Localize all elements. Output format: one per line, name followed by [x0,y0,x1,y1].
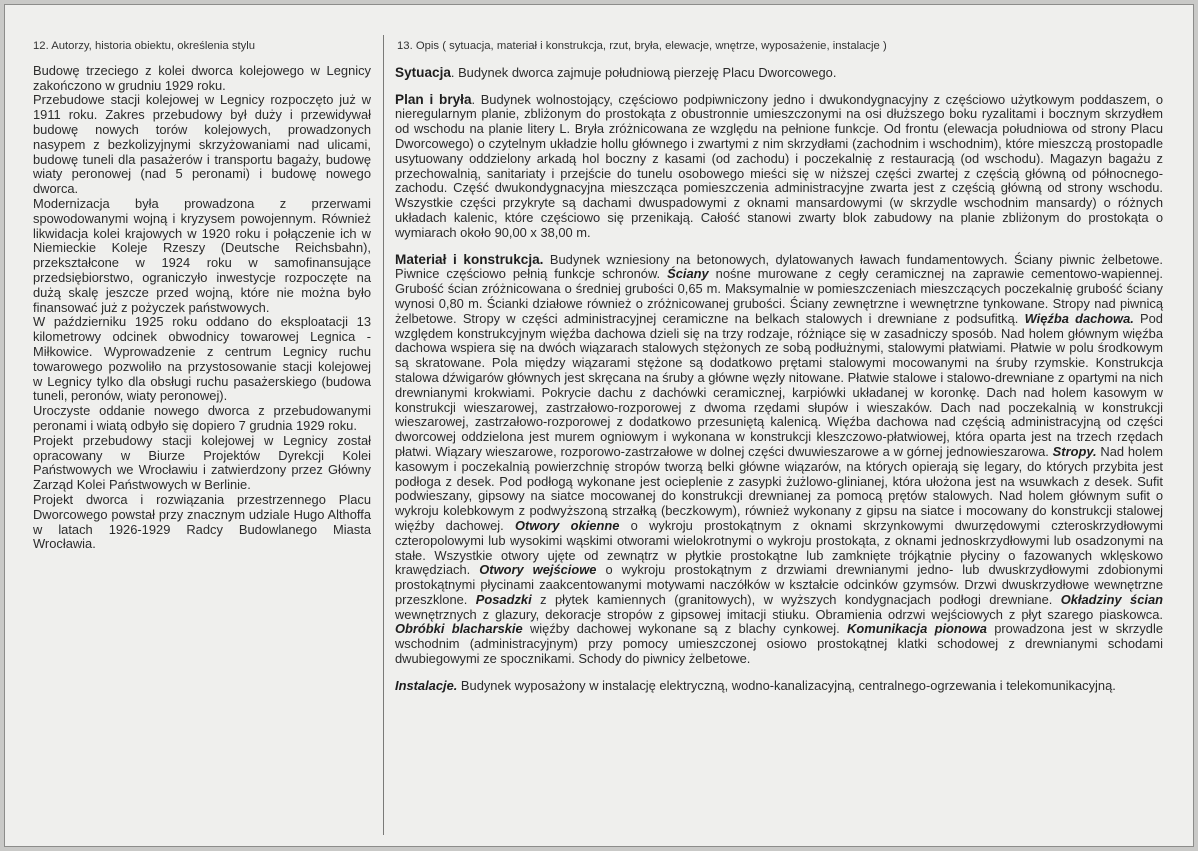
history-paragraph-1: Budowę trzeciego z kolei dworca kolejowego w Legnicy zakończono w grudniu 1929 roku. [33,62,371,93]
sytuacja-label: Sytuacja [395,64,451,80]
ceilings-term: Stropy. [1052,443,1097,459]
material-paragraph [395,253,1163,667]
sytuacja-paragraph [395,66,1163,81]
material-text-8: wewnętrznych z glazury, dekoracje stropów z gipsowej imitacji stiuku. Obramienia odrzwi wejściowych z płyt szarego piaskowca. [395,606,1163,622]
wall-cladding-term: Okładziny ścian [1060,591,1163,607]
entrances-term: Otwory wejściowe [479,562,597,578]
history-paragraph-6: Projekt przebudowy stacji kolejowej w Legnicy został opracowany w Biurze Projektów Dyrekcji Kolei Państwowych we Wrocławiu i zatwierdzony przez Główny Zarząd Kolei Państwowych w Berlinie. [33,432,371,493]
material-text-9: więźby dachowej wykonane są z blachy cynkowej. [522,621,848,637]
material-text-10: prowadzona jest w skrzydle wschodnim (administracyjnym) przy pomocy umieszczonej osiowo prostokątnej klatki schodowej z drewnianymi schodami dwubiegowymi ze spocznikami. Schody do piwnicy żelbetowe. [395,621,1164,667]
right-column [395,39,1163,705]
plan-label: Plan i bryła [395,91,472,107]
history-paragraph-2: Przebudowe stacji kolejowej w Legnicy rozpoczęto już w 1911 roku. Zakres przebudowy był duży i przewidywał budowę nowych torów kolejowych, prowadzonych nasypem z bezkolizyjnymi skrzyżowaniami nad ulicami, budowę tuneli dla pasażerów i transportu bagaży, budowę wiaty peronowej (nad 5 peronami) i budowę nowego dworca. [33,92,371,197]
document-page [4,4,1194,847]
left-column [33,39,371,552]
floors-term: Posadzki [475,591,532,607]
history-paragraph-4: W październiku 1925 roku oddano do eksploatacji 13 kilometrowy odcinek obwodnicy towarowej Legnica - Miłkowice. Wyprowadzenie z centrum Legnicy ruchu towarowego pozwoliło na przystosowanie stacji kolejowej w Legnicy tylko dla obsługi ruchu pasażerskiego (budowa tuneli, peronów, wiaty peronowej). [33,314,371,404]
roof-truss-term: Więźba dachowa. [1024,310,1134,326]
section-12-heading: 12. Autorzy, historia obiektu, określenia stylu [33,40,256,52]
material-text-5: o wykroju prostokątnym z oknami skrzynkowymi dwurzędowymi czteroskrzydłowymi czteropolowymi lub wysokimi wąskimi otworami wielokrotnymi o wykroju prostokąta, z oknami jednoskrzydłowymi lub osadzonymi na stałe. Wszystkie otwory ujęte od zewnątrz w płytkie prostokątne lub zamknięte trójkątnie płyciny o fazowanych wklęskowo krawędziach. [395,517,1163,578]
material-text-2: nośne murowane z cegły ceramicznej na zaprawie cementowo-wapiennej. Grubość ścian zróżnicowana o średniej grubości 0,65 m. Maksymalnie w pomieszczeniach mieszczących poczekalnię grubość ściany wynosi 0,80 m. Ścianki działowe również o zróżnicowanej grubości. Ściany zewnętrzne i wewnętrzne tynkowane. Stropy nad piwnicą żelbetowe. Stropy w części administracyjnej ceramiczne na belkach stalowych i drewniane z podsufitką. [395,266,1163,326]
instalacje-paragraph [395,679,1163,705]
material-text-6: o wykroju prostokątnym z drzwiami drewnianymi jedno- lub dwuskrzydłowymi zdobionymi prostokątnymi płycinami zaakcentowanymi motywami naczółków w kształcie odcinków gzymsów. Drzwi dwuskrzydłowe wewnętrzne przeszklone. [395,562,1163,607]
material-text-7: z płytek kamiennych (granitowych), w wyższych kondygnacjach podłogi drewniane. [531,591,1061,607]
history-paragraph-5: Uroczyste oddanie nowego dworca z przebudowanymi peronami i wiatą odbyło się dopiero 7 grudnia 1929 roku. [33,403,371,433]
sheet-metal-term: Obróbki blacharskie [395,621,523,637]
material-text-3: Pod względem konstrukcyjnym więźba dachowa dzieli się na trzy rodzaje, różniące się w zasadniczy sposób. Nad holem głównym więźba dachowa wspiera się na dwóch wiązarach stalowych stężonych ze sobą podłużnymi, stalowymi płatwiami. Płatwie w polu środkowym są skratowane. Pola między wiązarami stężone są dodatkowo prętami stalowymi mocowanymi na śruby rzymskie. Konstrukcja stalowa dźwigarów głównych jest skręcana na śruby a główne węzły nitowane. Płatwie stalowe i stalowo-drewniane z opartymi na nich drewnianymi krokwiami. Pokrycie dachu z dachówki ceramicznej, karpiówki układanej w koronkę. Dach nad holem kasowym w konstrukcji wieszarowej, zastrzałowo-rozporowej z dwoma rzędami słupów i wieszaków. Dach nad poczekalnią w konstrukcji wieszarowej, zastrzałowo-rozporowej z dodatkowo przesuniętą kalenicą. Więźba dachowa nad częścią administracyjną od części dworcowej oddzielona jest murem ogniowym i wykonana w konstrukcji kleszczowo-płatwiowej, która oparta jest na trzech rzędach płatwi. Wiązary wieszarowe, rozporowo-zastrzałowe w dolnej części dwuwieszarowe a w górnej jednowieszarowa. [395,310,1163,459]
sytuacja-text: . Budynek dworca zajmuje południową pierzeję Placu Dworcowego. [450,64,837,80]
material-text-4: Nad holem kasowym i poczekalnią powierzchnię stropów tworzą belki główne wiązarów, na których opierają się legary, do których przybita jest podłoga z desek. Pod podłogą wykonane jest ocieplenie z zasypki żużlowo-glinianej, która ułożona jest na wsuwkach z desek. Sufit podwieszany, gipsowy na siatce mocowanej do konstrukcji drewnianej za pomocą prętów stalowych. Nad holem głównym sufit o wykroju kolebkowym z podwyższoną strzałką (beczkowym), również wykonany z gipsu na siatce i mocowany do konstrukcji stalowej więźby dachowej. [395,443,1164,533]
walls-term: Ściany [667,266,709,282]
plan-paragraph [395,93,1163,241]
history-paragraph-3: Modernizacja była prowadzona z przerwami spowodowanymi wojną i kryzysem powojennym. Również likwidacja kolei krajowych w 1920 roku i połączenie ich w Niemieckie Koleje Rzeszy (Deutsche Reichsbahn), przekształcone w 1924 roku w samofinansujące przedsiębiorstwo, ograniczyło inwestycje rozpoczęte na dużą skalę jeszcze przed wojną, które nie można było finansować już z pożyczek państwowych. [33,195,371,315]
column-divider [383,35,384,835]
material-text-1: Budynek wzniesiony na betonowych, dylatowanych ławach fundamentowych. Ściany piwnic żelbetowe. Piwnice częściowo pełnią funkcje schronów. [395,251,1163,282]
vertical-communication-term: Komunikacja pionowa [847,621,987,637]
section-13-heading: 13. Opis ( sytuacja, materiał i konstrukcja, rzut, bryła, elewacje, wnętrze, wyposażenie, instalacje ) [397,40,887,52]
plan-text: . Budynek wolnostojący, częściowo podpiwniczony jedno i dwukondygnacyjny z częściowo użytkowym poddaszem, o nieregularnym planie, zbliżonym do prostokąta z obustronnie umieszczonymi na osi dłuższego boku ryzalitami i bocznym skrzydłem od wschodu na planie litery L. Bryła zróżnicowana ze względu na pełnione funkcje. Od frontu (elewacja południowa od strony Placu Dworcowego) o czytelnym układzie hollu głównego i zwartymi z nim skrzydłami (zachodnim i wschodnim), które mieszczą prostopadle usytuowany oddzielony arkadą hol boczny z kasami (od zachodu) i poczekalnię z restauracją (od wschodu). Magazyn bagażu z przechowalnią, sanitariaty i przejście do tunelu osobowego mieści się w niższej części zwartej z częścią główną od północnego-zachodu. Część dwukondygnacyjna mieszcząca pomieszczenia administracyjne zwarta jest z częścią główną od strony wschodu. Wszystkie części przykryte są dachami dwuspadowymi z oknami mansardowymi (w skrzydle wschodnim mansardy) o różnych układach kalenic, które częściowo się przenikają. Całość stanowi zwarty blok zabudowy na planie zbliżonym do prostokąta o wymiarach około 90,00 x 38,00 m. [395,91,1164,240]
history-paragraph-7: Projekt dworca i rozwiązania przestrzennego Placu Dworcowego powstał przy znacznym udziale Hugo Althoffa w latach 1926-1929 Radcy Budowlanego Miasta Wrocławia. [33,491,371,552]
material-label: Materiał i konstrukcja. [395,251,544,267]
windows-term: Otwory okienne [515,517,620,533]
instalacje-label: Instalacje. [395,678,458,693]
instalacje-text: Budynek wyposażony w instalację elektryczną, wodno-kanalizacyjną, centralnego-ogrzewania i telekomunikacyjną. [457,678,1116,693]
